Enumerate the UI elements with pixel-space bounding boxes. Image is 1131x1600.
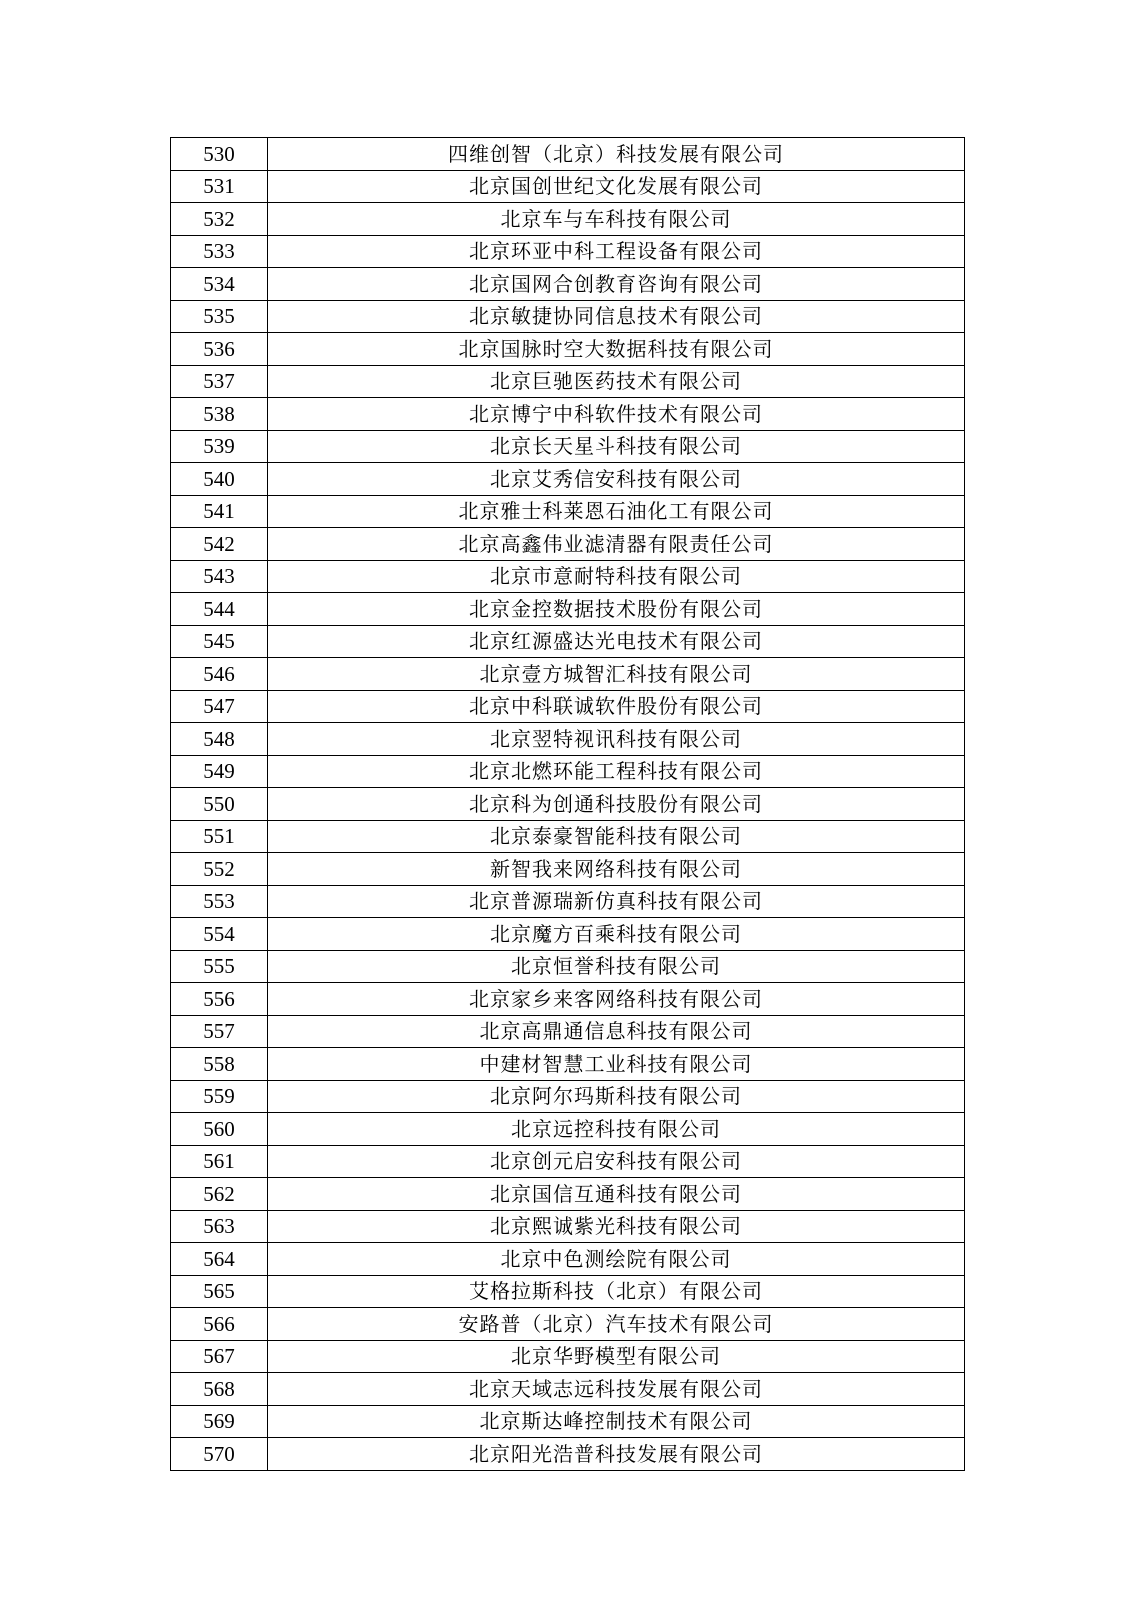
company-name: 北京敏捷协同信息技术有限公司	[268, 300, 965, 333]
company-name: 北京艾秀信安科技有限公司	[268, 463, 965, 496]
company-name: 安路普（北京）汽车技术有限公司	[268, 1308, 965, 1341]
table-row	[171, 1243, 965, 1276]
row-number: 563	[171, 1210, 268, 1243]
table-row	[171, 820, 965, 853]
table-row	[171, 950, 965, 983]
table-row	[171, 1308, 965, 1341]
row-number: 565	[171, 1275, 268, 1308]
table-row	[171, 1145, 965, 1178]
company-name: 艾格拉斯科技（北京）有限公司	[268, 1275, 965, 1308]
company-name: 北京恒誉科技有限公司	[268, 950, 965, 983]
row-number: 539	[171, 430, 268, 463]
table-row	[171, 1275, 965, 1308]
row-number: 531	[171, 170, 268, 203]
company-name: 北京中科联诚软件股份有限公司	[268, 690, 965, 723]
row-number: 550	[171, 788, 268, 821]
table-row	[171, 918, 965, 951]
table-row	[171, 495, 965, 528]
company-name: 中建材智慧工业科技有限公司	[268, 1048, 965, 1081]
table-row	[171, 853, 965, 886]
company-name: 北京车与车科技有限公司	[268, 203, 965, 236]
company-name: 北京远控科技有限公司	[268, 1113, 965, 1146]
table-row	[171, 1405, 965, 1438]
table-row	[171, 1373, 965, 1406]
table-row	[171, 170, 965, 203]
company-name: 北京高鑫伟业滤清器有限责任公司	[268, 528, 965, 561]
row-number: 548	[171, 723, 268, 756]
company-name: 北京阳光浩普科技发展有限公司	[268, 1438, 965, 1471]
company-name: 北京博宁中科软件技术有限公司	[268, 398, 965, 431]
company-name: 北京普源瑞新仿真科技有限公司	[268, 885, 965, 918]
company-list-body	[171, 138, 965, 1471]
company-name: 新智我来网络科技有限公司	[268, 853, 965, 886]
row-number: 541	[171, 495, 268, 528]
table-row	[171, 268, 965, 301]
company-name: 北京壹方城智汇科技有限公司	[268, 658, 965, 691]
company-name: 北京泰豪智能科技有限公司	[268, 820, 965, 853]
row-number: 543	[171, 560, 268, 593]
row-number: 545	[171, 625, 268, 658]
table-row	[171, 333, 965, 366]
table-row	[171, 755, 965, 788]
row-number: 562	[171, 1178, 268, 1211]
company-name: 北京华野模型有限公司	[268, 1340, 965, 1373]
company-name: 北京创元启安科技有限公司	[268, 1145, 965, 1178]
row-number: 544	[171, 593, 268, 626]
table-row	[171, 203, 965, 236]
company-name: 北京环亚中科工程设备有限公司	[268, 235, 965, 268]
row-number: 556	[171, 983, 268, 1016]
table-row	[171, 1048, 965, 1081]
row-number: 535	[171, 300, 268, 333]
row-number: 555	[171, 950, 268, 983]
row-number: 537	[171, 365, 268, 398]
row-number: 549	[171, 755, 268, 788]
row-number: 569	[171, 1405, 268, 1438]
row-number: 547	[171, 690, 268, 723]
table-row	[171, 788, 965, 821]
company-name: 北京天域志远科技发展有限公司	[268, 1373, 965, 1406]
table-row	[171, 528, 965, 561]
company-name: 北京斯达峰控制技术有限公司	[268, 1405, 965, 1438]
row-number: 561	[171, 1145, 268, 1178]
table-row	[171, 593, 965, 626]
company-name: 北京家乡来客网络科技有限公司	[268, 983, 965, 1016]
row-number: 560	[171, 1113, 268, 1146]
row-number: 557	[171, 1015, 268, 1048]
table-row	[171, 398, 965, 431]
table-row	[171, 1210, 965, 1243]
company-name: 北京红源盛达光电技术有限公司	[268, 625, 965, 658]
company-name: 北京雅士科莱恩石油化工有限公司	[268, 495, 965, 528]
table-row	[171, 463, 965, 496]
company-name: 北京魔方百乘科技有限公司	[268, 918, 965, 951]
row-number: 564	[171, 1243, 268, 1276]
company-name: 北京国网合创教育咨询有限公司	[268, 268, 965, 301]
company-name: 北京阿尔玛斯科技有限公司	[268, 1080, 965, 1113]
company-name: 北京北燃环能工程科技有限公司	[268, 755, 965, 788]
row-number: 553	[171, 885, 268, 918]
row-number: 552	[171, 853, 268, 886]
table-row	[171, 625, 965, 658]
row-number: 532	[171, 203, 268, 236]
company-name: 北京长天星斗科技有限公司	[268, 430, 965, 463]
row-number: 542	[171, 528, 268, 561]
table-row	[171, 560, 965, 593]
table-row	[171, 1113, 965, 1146]
table-row	[171, 723, 965, 756]
table-row	[171, 365, 965, 398]
row-number: 533	[171, 235, 268, 268]
table-row	[171, 300, 965, 333]
company-list-table	[170, 137, 965, 1471]
table-row	[171, 235, 965, 268]
table-row	[171, 1438, 965, 1471]
company-name: 北京熙诚紫光科技有限公司	[268, 1210, 965, 1243]
row-number: 570	[171, 1438, 268, 1471]
row-number: 554	[171, 918, 268, 951]
row-number: 540	[171, 463, 268, 496]
company-name: 北京国创世纪文化发展有限公司	[268, 170, 965, 203]
table-row	[171, 1080, 965, 1113]
company-name: 北京国脉时空大数据科技有限公司	[268, 333, 965, 366]
row-number: 567	[171, 1340, 268, 1373]
company-name: 北京市意耐特科技有限公司	[268, 560, 965, 593]
company-name: 四维创智（北京）科技发展有限公司	[268, 138, 965, 171]
company-name: 北京巨驰医药技术有限公司	[268, 365, 965, 398]
row-number: 566	[171, 1308, 268, 1341]
table-row	[171, 658, 965, 691]
company-name: 北京国信互通科技有限公司	[268, 1178, 965, 1211]
table-row	[171, 983, 965, 1016]
company-name: 北京翌特视讯科技有限公司	[268, 723, 965, 756]
table-row	[171, 1340, 965, 1373]
table-row	[171, 690, 965, 723]
table-row	[171, 1178, 965, 1211]
row-number: 568	[171, 1373, 268, 1406]
row-number: 534	[171, 268, 268, 301]
table-row	[171, 138, 965, 171]
row-number: 538	[171, 398, 268, 431]
row-number: 536	[171, 333, 268, 366]
company-name: 北京高鼎通信息科技有限公司	[268, 1015, 965, 1048]
company-name: 北京科为创通科技股份有限公司	[268, 788, 965, 821]
row-number: 559	[171, 1080, 268, 1113]
row-number: 558	[171, 1048, 268, 1081]
company-name: 北京金控数据技术股份有限公司	[268, 593, 965, 626]
table-row	[171, 1015, 965, 1048]
row-number: 546	[171, 658, 268, 691]
row-number: 530	[171, 138, 268, 171]
table-row	[171, 885, 965, 918]
row-number: 551	[171, 820, 268, 853]
company-name: 北京中色测绘院有限公司	[268, 1243, 965, 1276]
table-row	[171, 430, 965, 463]
